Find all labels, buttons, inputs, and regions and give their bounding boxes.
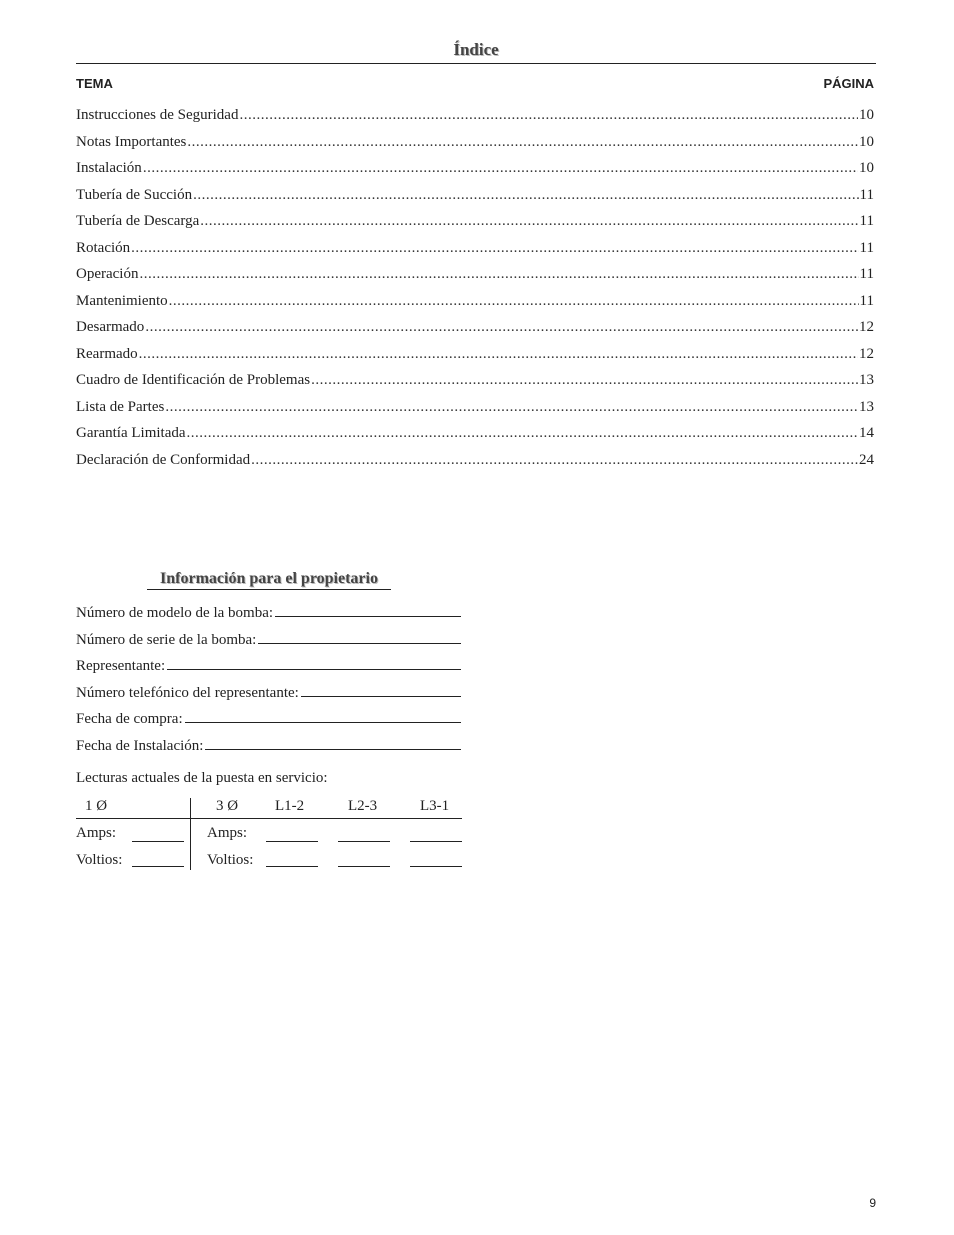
- toc-leader: [200, 208, 858, 235]
- line-header-l2-3: L2-3: [348, 798, 378, 814]
- amps-blank-l3-1[interactable]: [410, 841, 462, 842]
- form-field-dealer-phone: [76, 680, 461, 707]
- toc-entry[interactable]: [76, 235, 874, 262]
- toc-page: 14: [859, 425, 874, 441]
- toc-topic: Rearmado: [76, 345, 138, 362]
- field-blank-line[interactable]: [167, 655, 461, 670]
- toc-entry[interactable]: [76, 420, 874, 447]
- toc-page: 24: [859, 451, 874, 468]
- toc-topic: Tubería de Succión: [76, 186, 193, 203]
- toc-topic: Declaración de Conformidad: [76, 451, 251, 468]
- field-label: Fecha de Instalación:: [76, 737, 204, 754]
- toc-entry[interactable]: [76, 288, 874, 315]
- toc-topic: Instalación: [76, 160, 142, 176]
- toc-leader: [187, 420, 858, 447]
- toc-page: 13: [859, 398, 874, 415]
- form-field-model-number: [76, 600, 461, 627]
- toc-topic: Tubería de Descarga: [76, 213, 200, 229]
- toc-topic: Garantía Limitada: [76, 425, 186, 441]
- readings-divider: [190, 798, 191, 870]
- toc-entry[interactable]: [76, 155, 874, 182]
- amps-label-three: Amps:: [207, 825, 248, 841]
- field-blank-line[interactable]: [205, 735, 461, 750]
- toc-topic: Cuadro de Identificación de Problemas: [76, 372, 311, 388]
- toc-page: 13: [859, 372, 874, 388]
- volts-label-single: Voltios:: [76, 852, 123, 868]
- toc-page: 10: [859, 107, 874, 123]
- field-label: Representante:: [76, 658, 166, 674]
- toc-topic: Instrucciones de Seguridad: [76, 107, 239, 123]
- toc-page: 11: [859, 239, 874, 256]
- toc-entry[interactable]: [76, 182, 874, 209]
- toc-leader: [139, 261, 858, 288]
- owner-info-title: Información para el propietario: [147, 570, 391, 590]
- toc-page: 12: [859, 345, 874, 362]
- toc-topic: Operación: [76, 266, 139, 282]
- line-header-l1-2: L1-2: [275, 798, 305, 814]
- toc-entry[interactable]: [76, 367, 874, 394]
- toc-topic: Rotación: [76, 239, 131, 256]
- toc-leader: [143, 155, 858, 182]
- page-number: 9: [869, 1196, 876, 1210]
- owner-info-form: [76, 600, 461, 759]
- toc-column-topic: TEMA: [76, 76, 113, 91]
- toc-leader: [311, 367, 858, 394]
- toc-leader: [193, 182, 858, 209]
- field-label: Número de serie de la bomba:: [76, 631, 257, 648]
- toc-entry[interactable]: [76, 208, 874, 235]
- readings-table: [76, 796, 464, 870]
- toc-leader: [131, 235, 858, 262]
- amps-blank-l1-2[interactable]: [266, 841, 318, 842]
- toc-entry[interactable]: [76, 129, 874, 156]
- toc-page: 10: [859, 133, 874, 150]
- toc-column-page: PÁGINA: [823, 76, 874, 91]
- field-label: Fecha de compra:: [76, 711, 183, 727]
- toc-page: 11: [859, 186, 874, 203]
- form-field-purchase-date: [76, 706, 461, 733]
- amps-blank-single[interactable]: [132, 841, 184, 842]
- toc-leader: [251, 447, 858, 474]
- toc-page: 11: [859, 213, 874, 229]
- volts-blank-single[interactable]: [132, 866, 184, 867]
- toc-entry[interactable]: [76, 261, 874, 288]
- table-of-contents: [76, 102, 874, 473]
- toc-topic: Lista de Partes: [76, 398, 165, 415]
- field-blank-line[interactable]: [185, 708, 461, 723]
- toc-page: 12: [859, 319, 874, 335]
- form-field-dealer: [76, 653, 461, 680]
- amps-label-single: Amps:: [76, 825, 117, 841]
- toc-page: 10: [859, 160, 874, 176]
- toc-leader: [239, 102, 858, 129]
- toc-leader: [139, 341, 858, 368]
- title-rule: [76, 63, 876, 64]
- toc-leader: [169, 288, 859, 315]
- line-header-l3-1: L3-1: [420, 798, 450, 814]
- field-blank-line[interactable]: [275, 602, 461, 617]
- readings-label: Lecturas actuales de la puesta en servicio:: [76, 770, 328, 786]
- field-blank-line[interactable]: [258, 629, 461, 644]
- toc-leader: [145, 314, 858, 341]
- field-label: Número telefónico del representante:: [76, 684, 299, 701]
- page-title: Índice: [453, 40, 499, 59]
- toc-entry[interactable]: [76, 341, 874, 368]
- volts-blank-l2-3[interactable]: [338, 866, 390, 867]
- toc-topic: Mantenimiento: [76, 292, 168, 309]
- single-phase-header: 1 Ø: [85, 798, 108, 814]
- volts-blank-l3-1[interactable]: [410, 866, 462, 867]
- toc-entry[interactable]: [76, 314, 874, 341]
- toc-page: 11: [859, 266, 874, 282]
- toc-page: 11: [859, 292, 874, 309]
- volts-label-three: Voltios:: [207, 852, 254, 868]
- field-blank-line[interactable]: [301, 682, 461, 697]
- three-phase-header: 3 Ø: [216, 798, 239, 814]
- amps-blank-l2-3[interactable]: [338, 841, 390, 842]
- toc-entry[interactable]: [76, 447, 874, 474]
- volts-blank-l1-2[interactable]: [266, 866, 318, 867]
- readings-header-rule: [76, 818, 462, 819]
- toc-entry[interactable]: [76, 102, 874, 129]
- toc-leader: [165, 394, 858, 421]
- form-field-serial-number: [76, 627, 461, 654]
- toc-leader: [187, 129, 858, 156]
- toc-topic: Desarmado: [76, 319, 145, 335]
- toc-entry[interactable]: [76, 394, 874, 421]
- toc-topic: Notas Importantes: [76, 133, 187, 150]
- field-label: Número de modelo de la bomba:: [76, 605, 274, 621]
- form-field-install-date: [76, 733, 461, 760]
